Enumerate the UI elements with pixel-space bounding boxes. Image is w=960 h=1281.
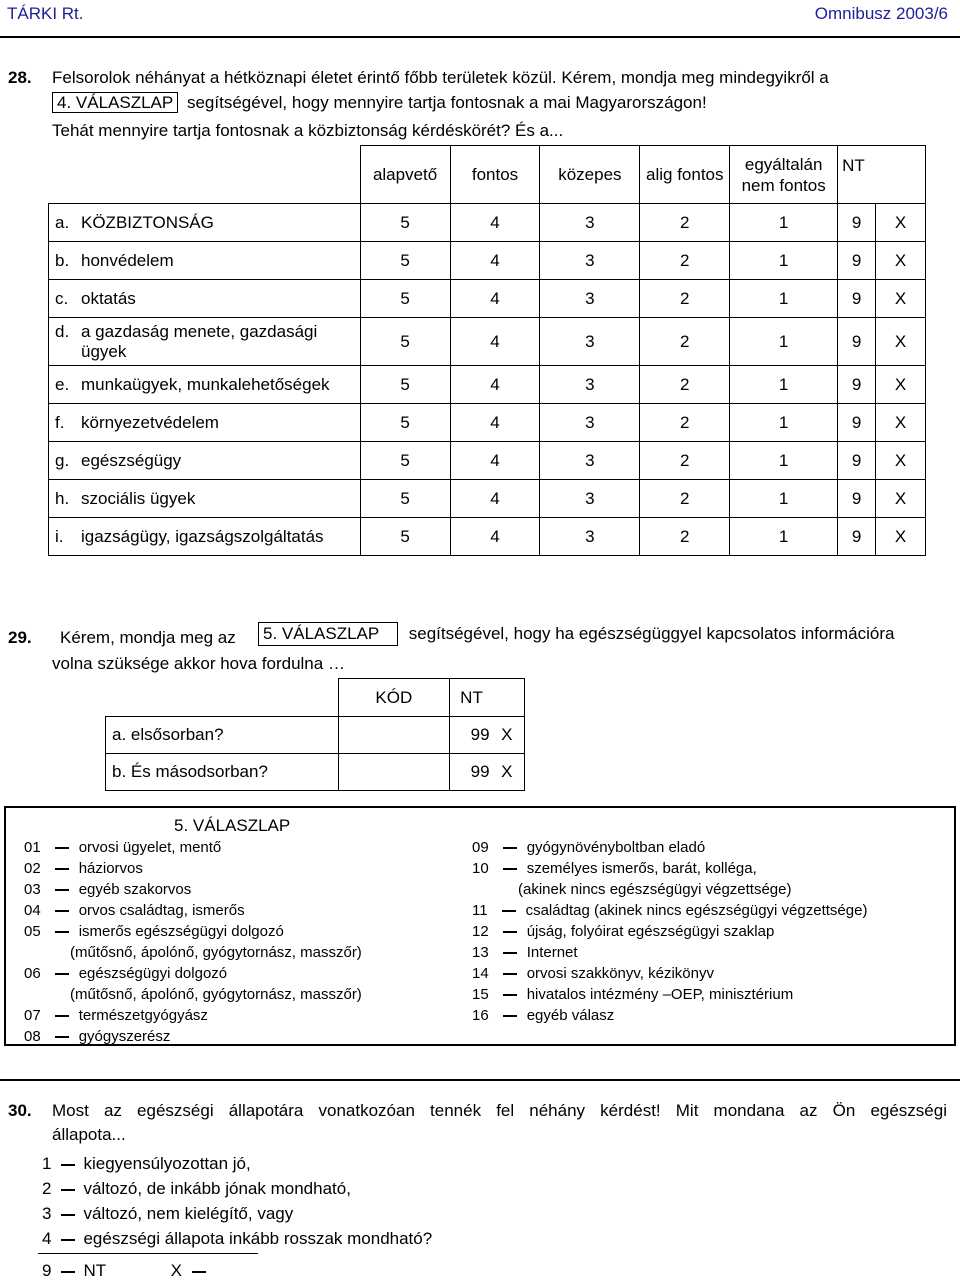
q28-table [48,145,926,556]
q28-row [49,204,926,242]
q28-col-alig-fontos: alig fontos [640,146,730,204]
q29-rest: segítségével, hogy ha egészségüggyel kapcsolatos információra [408,624,895,643]
q29-table [105,678,525,791]
section-rule [0,1079,960,1081]
q28-code-option[interactable]: X [876,280,926,318]
q28-code-option[interactable]: 4 [450,318,540,366]
q28-row-label: g. egészségügy [49,442,361,480]
q28-col-nt: NT [838,146,926,204]
q28-code-option[interactable]: 4 [450,204,540,242]
valaszlap-item: 09 gyógynövényboltban eladó [472,839,706,856]
q28-code-option[interactable]: 4 [450,404,540,442]
q28-code-option[interactable]: X [876,242,926,280]
q29-row-x: X [490,717,525,754]
q30-option: 4 egészségi állapota inkább rosszak mondható? [42,1229,433,1248]
q28-row [49,366,926,404]
q29-row-nt: 99 [450,717,490,754]
q28-code-option[interactable]: X [876,204,926,242]
q28-number: 28. [8,68,32,87]
q28-line2-rest: segítségével, hogy mennyire tartja fontosnak a mai Magyarországon! [186,93,707,112]
q28-code-option[interactable]: X [876,442,926,480]
q30-option: 3 változó, nem kielégítő, vagy [42,1204,294,1223]
q28-col-alapveto: alapvető [360,146,450,204]
q29-number: 29. [8,628,32,647]
q30-option: 2 változó, de inkább jónak mondható, [42,1179,351,1198]
q29-line2: volna szüksége akkor hova fordulna … [52,654,345,673]
q28-code-option[interactable]: 5 [360,404,450,442]
valaszlap-item: 11 családtag (akinek nincs egészségügyi végzettsége) [472,902,868,919]
q28-code-option[interactable]: 2 [640,366,730,404]
q29-row-label: b. És másodsorban? [106,754,339,791]
q28-row-label: c. oktatás [49,280,361,318]
q28-code-option[interactable]: 5 [360,366,450,404]
q30-line2: állapota... [52,1125,126,1144]
valaszlap-item: 06 egészségügyi dolgozó [24,965,228,982]
q28-code-option[interactable]: 5 [360,480,450,518]
q28-code-option[interactable]: 9 [838,242,876,280]
q28-row-label: e. munkaügyek, munkalehetőségek [49,366,361,404]
q28-code-option[interactable]: 3 [540,480,640,518]
q29-code-box[interactable] [338,754,450,791]
q30-x-label: X [170,1261,182,1280]
q30-nt-label: NT [83,1261,106,1280]
q28-code-option[interactable]: 2 [640,318,730,366]
q28-code-option[interactable]: 3 [540,442,640,480]
q28-row-label: d. a gazdaság menete, gazdasági ügyek [49,318,361,366]
q28-line1: Felsorolok néhányat a hétköznapi életet érintő főbb területek közül. Kérem, mondja meg mindegyikről a [52,68,829,87]
valaszlap-item: 08 gyógyszerész [24,1028,171,1045]
q29-card: 5. VÁLASZLAP [258,622,398,646]
q28-code-option[interactable]: 3 [540,404,640,442]
valaszlap-item: 07 természetgyógyász [24,1007,208,1024]
q28-code-option[interactable]: 3 [540,204,640,242]
q28-row-label: h. szociális ügyek [49,480,361,518]
q28-code-option[interactable]: 3 [540,280,640,318]
q28-row-label: i. igazságügy, igazságszolgáltatás [49,518,361,556]
q28-code-option[interactable]: 2 [640,518,730,556]
valaszlap-item-sub: (akinek nincs egészségügyi végzettsége) [518,881,792,898]
valaszlap-item: 03 egyéb szakorvos [24,881,192,898]
valaszlap-item-sub: (műtősnő, ápolónő, gyógytornász, masszőr) [70,944,362,961]
q28-code-option[interactable]: 2 [640,480,730,518]
q28-code-option[interactable]: X [876,404,926,442]
q29-line1 [258,622,894,646]
q28-code-option[interactable]: 5 [360,318,450,366]
valaszlap-item: 05 ismerős egészségügyi dolgozó [24,923,284,940]
q29-header-empty [106,679,339,717]
valaszlap-item: 16 egyéb válasz [472,1007,615,1024]
q28-row [49,404,926,442]
q28-code-option[interactable]: 2 [640,242,730,280]
header-left: TÁRKI Rt. [7,4,84,23]
q28-code-option[interactable]: 5 [360,518,450,556]
q30-nt-row [42,1261,214,1281]
q28-code-option[interactable]: 1 [730,280,838,318]
q28-code-option[interactable]: 1 [730,404,838,442]
q28-col-fontos: fontos [450,146,540,204]
q28-code-option[interactable]: X [876,318,926,366]
valaszlap-item: 15 hivatalos intézmény –OEP, minisztérium [472,986,794,1003]
q28-code-option[interactable]: 4 [450,280,540,318]
q28-code-option[interactable]: X [876,518,926,556]
q28-row-label: b. honvédelem [49,242,361,280]
q28-row [49,442,926,480]
q28-code-option[interactable]: 4 [450,242,540,280]
valaszlap-item: 02 háziorvos [24,860,143,877]
q29-intro: Kérem, mondja meg az [60,628,236,647]
q28-code-option[interactable]: 9 [838,404,876,442]
q28-code-option[interactable]: 2 [640,442,730,480]
valaszlap5-title: 5. VÁLASZLAP [174,816,291,835]
q28-code-option[interactable]: 9 [838,480,876,518]
q28-code-option[interactable]: 1 [730,366,838,404]
q28-code-option[interactable]: 3 [540,366,640,404]
q28-code-option[interactable]: 1 [730,204,838,242]
q28-code-option[interactable]: 2 [640,404,730,442]
q28-code-option[interactable]: 5 [360,442,450,480]
q28-code-option[interactable]: 9 [838,366,876,404]
q30-underline [38,1253,258,1254]
q28-code-option[interactable]: 4 [450,480,540,518]
q28-code-option[interactable]: 9 [838,204,876,242]
q28-code-option[interactable]: 9 [838,518,876,556]
q28-code-option[interactable]: 2 [640,280,730,318]
valaszlap-item: 01 orvosi ügyelet, mentő [24,839,222,856]
q28-row [49,318,926,366]
q28-row [49,280,926,318]
q28-code-option[interactable]: 2 [640,204,730,242]
q28-code-option[interactable]: 5 [360,280,450,318]
q28-code-option[interactable]: 3 [540,518,640,556]
q28-code-option[interactable]: 5 [360,204,450,242]
q29-row [106,717,525,754]
q29-kod-header: KÓD [338,679,450,717]
q28-code-option[interactable]: 4 [450,518,540,556]
q28-col-egyaltalan: egyáltalán nem fontos [730,146,838,204]
q28-code-option[interactable]: 1 [730,318,838,366]
header-right: Omnibusz 2003/6 [814,4,948,23]
q28-code-option[interactable]: 5 [360,242,450,280]
q28-row [49,242,926,280]
q28-code-option[interactable]: 4 [450,366,540,404]
q29-row-x: X [490,754,525,791]
q29-row-label: a. elsősorban? [106,717,339,754]
q28-card: 4. VÁLASZLAP [52,92,178,113]
valaszlap-item-sub: (műtősnő, ápolónő, gyógytornász, masszőr) [70,986,362,1003]
q30-line1: Most az egészségi állapotára vonatkozóan tennék fel néhány kérdést! Mit mondana az Ön egészségi [52,1101,947,1120]
q28-code-option[interactable]: 9 [838,280,876,318]
q28-code-option[interactable]: 3 [540,242,640,280]
valaszlap5-card [4,806,956,1046]
q30-option: 1 kiegyensúlyozottan jó, [42,1154,251,1173]
q28-line3: Tehát mennyire tartja fontosnak a közbiztonság kérdéskörét? És a... [52,121,564,140]
q29-row [106,754,525,791]
valaszlap-item: 04 orvos családtag, ismerős [24,902,245,919]
q28-code-option[interactable]: 1 [730,242,838,280]
q30-nt-code: 9 [42,1261,52,1280]
q28-code-option[interactable]: 9 [838,318,876,366]
q28-code-option[interactable]: 1 [730,442,838,480]
valaszlap-item: 10 személyes ismerős, barát, kolléga, [472,860,757,877]
q28-row-label: f. környezetvédelem [49,404,361,442]
valaszlap-item: 12 újság, folyóirat egészségügyi szaklap [472,923,775,940]
q28-col-kozepes: közepes [540,146,640,204]
header-rule [0,36,960,38]
q29-nt-header: NT [450,679,525,717]
q28-header-empty [49,146,361,204]
valaszlap-item: 14 orvosi szakkönyv, kézikönyv [472,965,714,982]
q28-row [49,480,926,518]
q28-line2 [52,93,707,113]
q28-header-row [49,146,926,204]
q29-code-box[interactable] [338,717,450,754]
q28-code-option[interactable]: 9 [838,442,876,480]
q29-row-nt: 99 [450,754,490,791]
q28-row-label: a. KÖZBIZTONSÁG [49,204,361,242]
valaszlap-item: 13 Internet [472,944,578,961]
q28-code-option[interactable]: 1 [730,480,838,518]
q28-row [49,518,926,556]
q28-code-option[interactable]: X [876,480,926,518]
q28-code-option[interactable]: 4 [450,442,540,480]
q28-code-option[interactable]: X [876,366,926,404]
q30-number: 30. [8,1101,32,1120]
q28-code-option[interactable]: 3 [540,318,640,366]
q28-code-option[interactable]: 1 [730,518,838,556]
